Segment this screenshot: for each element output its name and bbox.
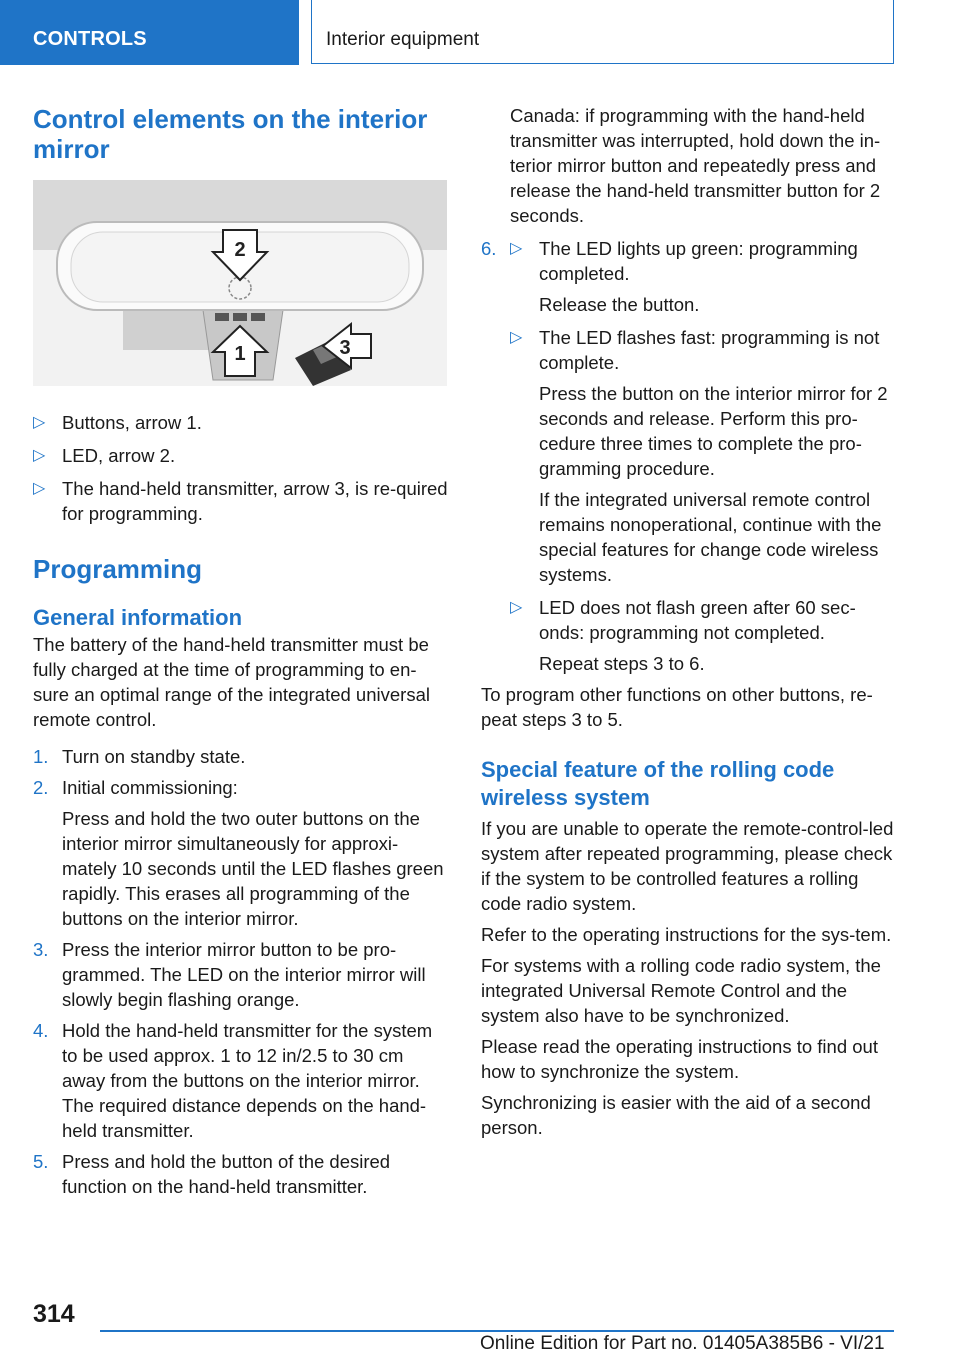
general-info-heading: General information xyxy=(33,605,243,630)
chapter-title: Interior equipment xyxy=(326,29,480,50)
list-item: 2. Initial commissioning: Press and hold the two outer buttons on the interior mirror simultaneously for approxi-mately 10 seconds until the LED flashes green rapidly. This erases all programming of the buttons on the interior mirror. xyxy=(33,777,444,929)
section-tab xyxy=(0,0,299,65)
paragraph: Refer to the operating instructions for the sys-tem. xyxy=(481,924,892,945)
mirror-illustration xyxy=(33,180,447,386)
triangle-bullet-icon: ▷ xyxy=(33,447,46,464)
footer-divider xyxy=(100,1330,894,1332)
general-info-text: The battery of the hand-held transmitter must be fully charged at the time of programming to en-sure an optimal range of the integrated universal remote control. xyxy=(33,634,430,730)
special-feature-heading: Special feature of the rolling code wireless system xyxy=(481,757,835,810)
mirror-figure xyxy=(33,180,447,386)
section-label: CONTROLS xyxy=(33,28,147,50)
step-6 xyxy=(481,236,895,676)
list-item: ▷ LED does not flash green after 60 sec-onds: programming not completed. Repeat steps 3 to 6. xyxy=(510,597,856,674)
svg-text:3: 3 xyxy=(339,337,351,359)
list-item: 6. ▷ The LED lights up green: programming completed. Release the button. xyxy=(481,238,858,315)
list-item: 1. Turn on standby state. xyxy=(33,746,246,767)
list-item: ▷ The hand-held transmitter, arrow 3, is re-quired for programming. xyxy=(33,478,448,524)
list-item: 3. Press the interior mirror button to be pro-grammed. The LED on the interior mirror will slowly begin flashing orange. xyxy=(33,939,426,1010)
feature-list xyxy=(33,410,451,526)
paragraph: For systems with a rolling code radio system, the integrated Universal Remote Control and the system also have to be synchronized. xyxy=(481,955,881,1026)
canada-note: Canada: if programming with the hand-held transmitter was interrupted, hold down the in-terior mirror button and repeatedly press and release the hand-held transmitter button for 2 seconds. xyxy=(510,105,881,226)
section-title: Control elements on the interior mirror xyxy=(33,104,428,164)
left-column xyxy=(33,104,451,1199)
list-item: ▷ LED, arrow 2. xyxy=(33,445,176,466)
paragraph: Please read the operating instructions to find out how to synchronize the system. xyxy=(481,1036,878,1082)
list-item: 5. Press and hold the button of the desired function on the hand-held transmitter. xyxy=(33,1151,391,1197)
triangle-bullet-icon: ▷ xyxy=(33,414,46,431)
edition-text: Online Edition for Part no. 01405A385B6 - VI/21 xyxy=(480,1333,885,1354)
programming-heading: Programming xyxy=(33,554,203,584)
paragraph: Synchronizing is easier with the aid of a second person. xyxy=(481,1092,871,1138)
triangle-bullet-icon: ▷ xyxy=(510,599,523,616)
svg-text:1: 1 xyxy=(234,343,246,365)
triangle-bullet-icon: ▷ xyxy=(510,240,523,257)
triangle-bullet-icon: ▷ xyxy=(510,329,523,346)
right-column xyxy=(481,103,895,1140)
list-item: ▷ Buttons, arrow 1. xyxy=(33,412,202,433)
list-item: 4. Hold the hand-held transmitter for the system to be used approx. 1 to 12 in/2.5 to 30 cm away from the buttons on the interior mirror. The required distance depends on the hand-held transmitter. xyxy=(33,1020,433,1141)
other-buttons-text: To program other functions on other buttons, re-peat steps 3 to 5. xyxy=(481,684,873,730)
step-list xyxy=(33,744,451,1199)
triangle-bullet-icon: ▷ xyxy=(33,480,46,497)
chapter-header xyxy=(311,0,894,64)
paragraph: If you are unable to operate the remote-control-led system after repeated programming, please check if the system to be controlled features a rolling code radio system. xyxy=(481,818,894,914)
page-number: 314 xyxy=(33,1300,75,1328)
svg-text:2: 2 xyxy=(234,239,246,261)
list-item: ▷ The LED flashes fast: programming is not complete. Press the button on the interior mirror for 2 seconds and release. Perform this pro-cedure three times to complete the pro-gramming procedure. If the integrated universal remote control remains nonoperational, continue with the special features for change code wireless systems. xyxy=(510,327,888,585)
